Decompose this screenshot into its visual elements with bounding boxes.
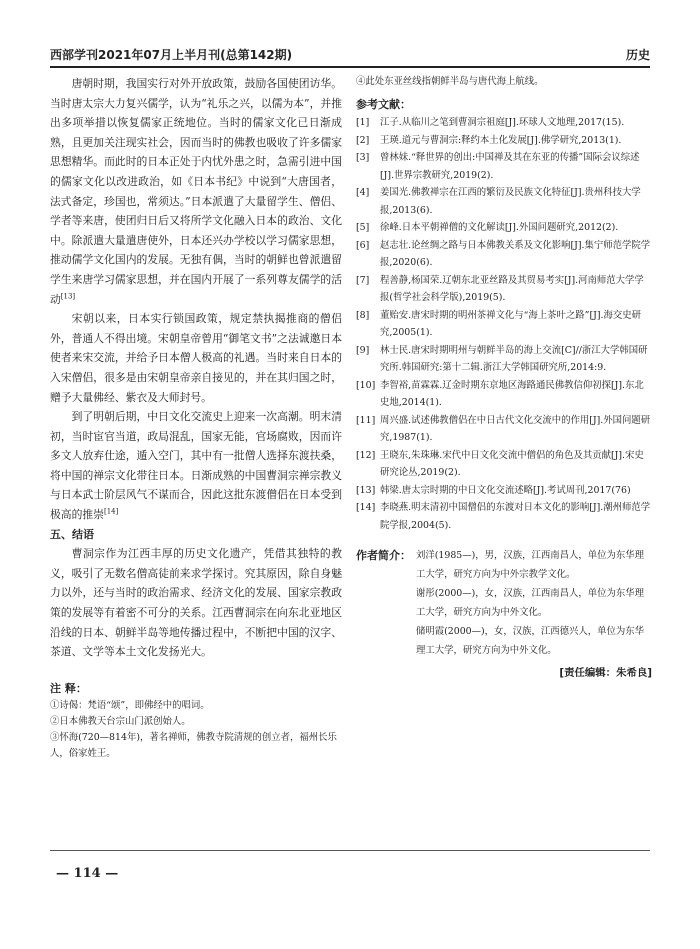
author-bio	[356, 546, 652, 660]
conclusion-heading: 五、结语	[50, 527, 94, 541]
note-item: ③怀海(720—814年)，著名禅师，佛教寺院清规的创立者，福州长乐人，俗家姓王。	[50, 731, 337, 759]
reference-item: [13] 韩梁.唐太宗时期的中日文化交流述略[J].考试周刊,2017(76)	[356, 484, 631, 496]
author-entry: 谢彤(2000—)，女，汉族，江西南昌人，单位为东华理工大学，研究方向为中外文化。	[416, 588, 645, 618]
notes-heading: 注 释：	[50, 681, 87, 695]
author-entry: 储明霞(2000—)，女，汉族，江西德兴人，单位为东华理工大学，研究方向为中外文化。	[416, 626, 645, 656]
body-paragraph-3: 到了明朝后期，中日文化交流史上迎来一次高潮。明末清初，当时宦官当道，政局混乱，国家无能，官场腐败，因而许多文人放弃仕途，遁入空门，其中有一批僧人选择东渡扶桑，将中国的禅宗文化带往日本。日渐成熟的中国曹洞宗禅宗教义与日本武士阶层风气不谋而合，因此这批东渡僧侣在日本受到极高的推崇[14]	[50, 410, 342, 522]
reference-item: [3] 曾林妹.“释世界的创出:中国禅及其在东亚的传播”国际会议综述[J].世界宗教研究,2019(2).	[356, 152, 640, 181]
references-heading: 参考文献：	[356, 98, 411, 111]
reference-item: [12] 王晓东,朱珠琳.宋代中日文化交流中僧侣的角色及其贡献[J].宋史研究论丛,2019(2).	[356, 449, 644, 478]
reference-item: [8] 董贻安.唐宋时期的明州茶禅文化与“海上茶叶之路”[J].海交史研究,2005(1).	[356, 309, 641, 338]
section-label: 历史	[625, 48, 650, 62]
references-list	[356, 114, 652, 534]
note-item: ②日本佛教天台宗山门派创始人。	[50, 715, 191, 727]
author-bio-entries	[416, 546, 652, 660]
author-bio-label: 作者简介：	[356, 549, 411, 562]
left-column	[50, 74, 342, 762]
reference-item: [5] 徐峰.日本平朝禅僧的文化解读[J].外国问题研究,2012(2).	[356, 222, 619, 233]
note-item: ④此处东亚丝线指朝鲜半岛与唐代海上航线。	[356, 76, 544, 87]
reference-item: [11] 周兴盛.试述佛教僧侣在中日古代文化交流中的作用[J].外国问题研究,1987(1).	[356, 414, 651, 443]
note-item: ①诗偈：梵语“颂”，即佛经中的唱词。	[50, 699, 210, 711]
reference-item: [1] 江子.从临川之笔到曹洞宗祖庭[J].环球人文地理,2017(15).	[356, 117, 625, 128]
reference-item: [10] 李智裕,苗霖霖.辽金时期东京地区海路通民佛教信仰初探[J].东北史地,2014(1).	[356, 379, 644, 408]
reference-item: [9] 林士民.唐宋时期明州与朝鲜半岛的海上交流[C]//浙江大学韩国研究所.韩国研究:第十二辑.浙江大学韩国研究所,2014:9.	[356, 344, 648, 373]
author-entry: 刘洋(1985—)，男，汉族，江西南昌人，单位为东华理工大学，研究方向为中外宗教学文化。	[416, 550, 645, 580]
reference-item: [6] 赵志壮.论丝绸之路与日本佛教关系及文化影响[J].集宁师范学院学报,2020(6).	[356, 239, 651, 268]
reference-item: [4] 姜国光.佛教禅宗在江西的繁衍及民族文化特征[J].贵州科技大学报,2013(6).	[356, 187, 641, 216]
reference-item: [14] 李晓燕.明末清初中国僧侣的东渡对日本文化的影响[J].潮州师范学院学报,2004(5).	[356, 502, 651, 531]
right-column	[356, 74, 652, 679]
reference-item: [7] 程善静,杨国荣.辽朝东北亚丝路及其贸易考实[J].河南师范大学学报(哲学社会科学版),2019(5).	[356, 274, 644, 303]
footer-divider	[50, 850, 650, 851]
reference-item: [2] 王瑛.道元与曹洞宗:释约本土化发展[J].佛学研究,2013(1).	[356, 134, 622, 146]
journal-title: 西部学刊2021年07月上半月刊(总第142期)	[50, 48, 293, 62]
page-number: — 114 —	[56, 866, 119, 881]
responsible-editor: [责任编辑：朱希良]	[559, 667, 652, 679]
conclusion-paragraph: 曹洞宗作为江西丰厚的历史文化遗产，凭借其独特的教义，吸引了无数名僧高徒前来求学探讨。究其原因，除自身魅力以外，还与当时的政治需求、经济文化的发展、国家宗教政策的发展等有着密不可分的关系。江西曹洞宗在向东北亚地区沿线的日本、朝鲜半岛等地传播过程中，不断把中国的汉字、茶道、文学等本土文化发扬光大。	[50, 547, 342, 659]
body-paragraph-1: 唐朝时期，我国实行对外开放政策，鼓励各国使团访华。当时唐太宗大力复兴儒学，认为“礼乐之兴，以儒为本”，并推出多项举措以恢复儒家正统地位。当时的儒家文化已日渐成熟，且更加关注现实社会，因而当时的佛教也吸收了许多儒家思想精华。而此时的日本正处于内忧外患之时，急需引进中国的儒家文化以改进政治，如《日本书纪》中说到“大唐国者，法式备定，珍国也，常须达。”日本派遣了大量留学生、僧侣、学者等来唐，使团归日后又将所学文化融入日本的政治、文化中。除派遣大量遣唐使外，日本还兴办学校以学习儒家思想，推动儒学文化国内的发展。无独有偶，当时的朝鲜也曾派遣留学生来唐学习儒家思想，并在国内开展了一系列尊友儒学的活动[13]	[50, 77, 342, 306]
body-paragraph-2: 宋朝以来，日本实行锁国政策，规定禁执揭推商的僧侣外，普通人不得出境。宋朝皇帝曾用“御笔文书”之法诚邀日本使者来宋交流，并给予日本僧人极高的礼遇。当时来自日本的入宋僧侣，很多是由宋朝皇帝亲自接见的，并在其归国之时，赠予大量佛经、紫衣及大师封号。	[50, 312, 342, 404]
page-header	[50, 44, 650, 68]
